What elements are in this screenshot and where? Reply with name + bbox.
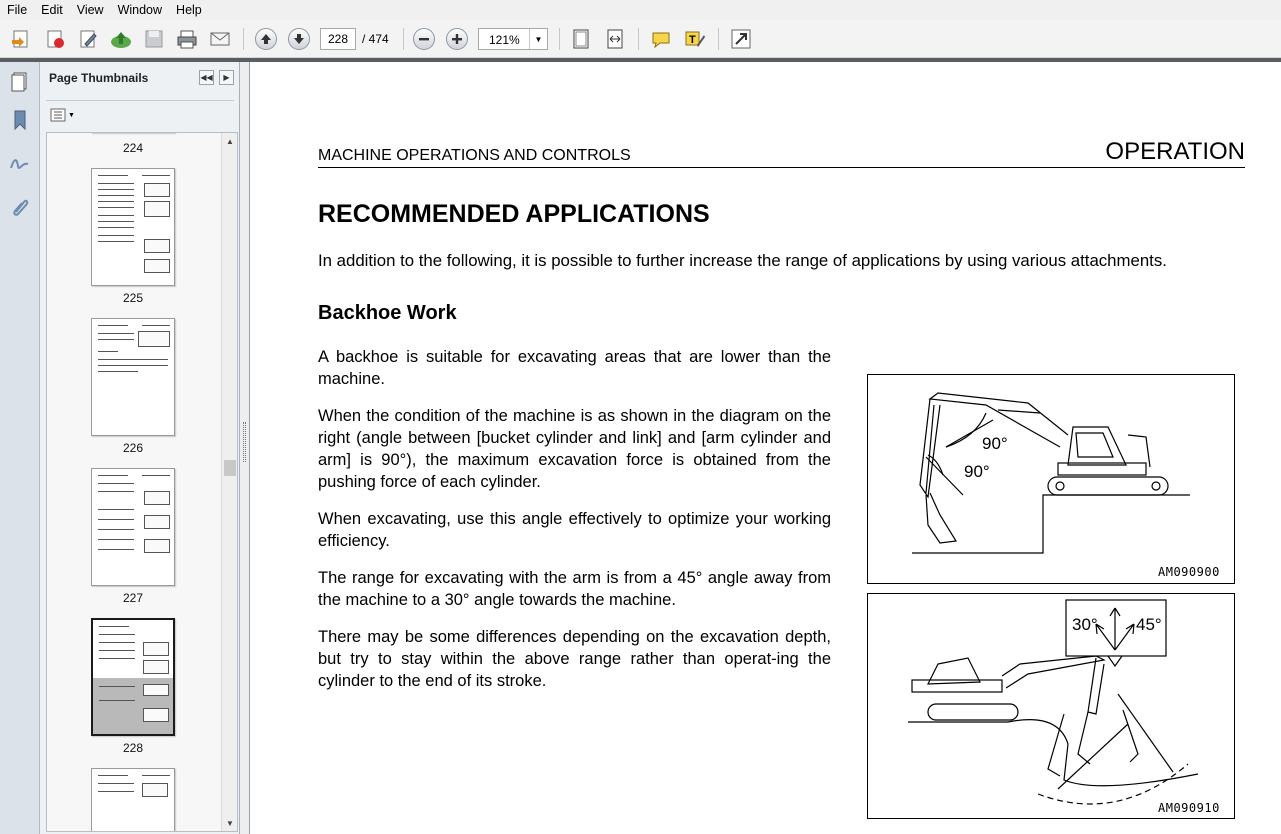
thumbnail-label: 225	[122, 291, 144, 305]
zoom-in-button[interactable]	[444, 26, 470, 52]
print-icon[interactable]	[174, 26, 200, 52]
thumbnail-page[interactable]	[91, 132, 175, 133]
menu-view[interactable]: View	[76, 3, 104, 17]
scroll-up-icon[interactable]: ▲	[226, 136, 234, 146]
body-paragraph: There may be some differences depending on the excavation depth, but try to stay within the above range rather than operat-ing the cylinder to the end of its stroke.	[318, 628, 831, 690]
figure-code: AM090900	[1158, 565, 1220, 579]
excavator-angle-figure	[867, 374, 1235, 584]
fit-width-icon[interactable]	[602, 26, 628, 52]
chevron-down-icon[interactable]: ▼	[529, 29, 547, 49]
scroll-down-icon[interactable]: ▼	[226, 818, 234, 828]
pages-icon[interactable]	[8, 70, 32, 94]
zoom-out-button[interactable]	[411, 26, 437, 52]
create-pdf-icon[interactable]	[8, 26, 34, 52]
email-icon[interactable]	[207, 26, 233, 52]
thumbnails-header	[40, 62, 240, 100]
excavation-range-diagram	[868, 594, 1234, 818]
menu-bar	[0, 0, 1281, 20]
angle-label-a: 90°	[982, 434, 1008, 453]
excavation-range-figure	[867, 593, 1235, 819]
thumbnail-page[interactable]	[91, 468, 175, 586]
thumbnail-label: 224	[122, 141, 144, 155]
save-icon[interactable]	[141, 26, 167, 52]
zoom-select[interactable]	[478, 28, 548, 50]
excavator-diagram	[868, 375, 1234, 583]
subsection-title: Backhoe Work	[318, 302, 457, 324]
thumbnails-panel	[40, 62, 240, 834]
angle-label-b: 90°	[964, 462, 990, 481]
thumbnails-list[interactable]	[46, 132, 238, 832]
expand-icon[interactable]	[728, 26, 754, 52]
zoom-value: 121%	[489, 33, 520, 47]
thumbnail-label: 228	[122, 741, 144, 755]
header-rule	[318, 167, 1245, 168]
menu-help[interactable]: Help	[176, 3, 202, 17]
fit-page-icon[interactable]	[568, 26, 594, 52]
attachments-icon[interactable]	[8, 194, 32, 218]
angle-label-left: 30°	[1072, 615, 1098, 634]
signatures-icon[interactable]	[8, 152, 32, 176]
panel-splitter[interactable]	[240, 62, 250, 834]
figure-code: AM090910	[1158, 801, 1220, 815]
page-total: / 474	[362, 32, 389, 46]
thumbnails-scrollbar[interactable]	[221, 133, 237, 831]
next-page-button[interactable]	[286, 26, 312, 52]
toolbar	[0, 20, 1281, 58]
menu-edit[interactable]: Edit	[41, 3, 63, 17]
expand-panel-icon[interactable]: ▶	[219, 70, 234, 85]
menu-file[interactable]: File	[7, 3, 28, 17]
panel-title: Page Thumbnails	[49, 71, 149, 85]
thumbnail-label: 227	[122, 591, 144, 605]
thumbnail-options-button[interactable]: ▼	[50, 106, 76, 124]
thumbnail-label: 226	[122, 441, 144, 455]
options-list-icon	[50, 108, 66, 122]
thumbnail-page[interactable]	[91, 318, 175, 436]
page-number-input[interactable]	[320, 28, 356, 50]
scrollbar-thumb[interactable]	[224, 460, 236, 476]
intro-paragraph: In addition to the following, it is possible to further increase the range of applications by using various attachments.	[318, 251, 1167, 270]
document-view	[251, 62, 1281, 834]
page-title: RECOMMENDED APPLICATIONS	[318, 200, 710, 228]
thumbnail-page-current[interactable]	[91, 618, 175, 736]
highlight-text-icon[interactable]	[682, 26, 708, 52]
thumbnail-page[interactable]	[91, 168, 175, 286]
section-header: MACHINE OPERATIONS AND CONTROLS	[318, 147, 631, 164]
upload-cloud-icon[interactable]	[108, 26, 134, 52]
body-paragraph: When the condition of the machine is as shown in the diagram on the right (angle between [bucket cylinder and link] and [arm cylinder and arm] is 90°), the maximum excavation force is obtained from the pushing force of each cylinder.	[318, 407, 831, 491]
thumbnail-page[interactable]	[91, 768, 175, 832]
menu-window[interactable]: Window	[117, 3, 163, 17]
body-paragraph: When excavating, use this angle effectively to optimize your working efficiency.	[318, 510, 831, 550]
chapter-title: OPERATION	[1105, 138, 1245, 165]
previous-page-button[interactable]	[253, 26, 279, 52]
body-paragraph: The range for excavating with the arm is from a 45° angle away from the machine to a 30° angle towards the machine.	[318, 569, 831, 609]
svg-text:T: T	[689, 34, 696, 46]
angle-label-right: 45°	[1136, 615, 1162, 634]
bookmarks-icon[interactable]	[8, 108, 32, 132]
collapse-panel-icon[interactable]: ◀◀	[199, 70, 214, 85]
body-paragraph: A backhoe is suitable for excavating areas that are lower than the machine.	[318, 348, 831, 388]
navigation-strip	[0, 62, 40, 834]
edit-icon[interactable]	[75, 26, 101, 52]
open-pdf-icon[interactable]	[42, 26, 68, 52]
comment-icon[interactable]	[648, 26, 674, 52]
